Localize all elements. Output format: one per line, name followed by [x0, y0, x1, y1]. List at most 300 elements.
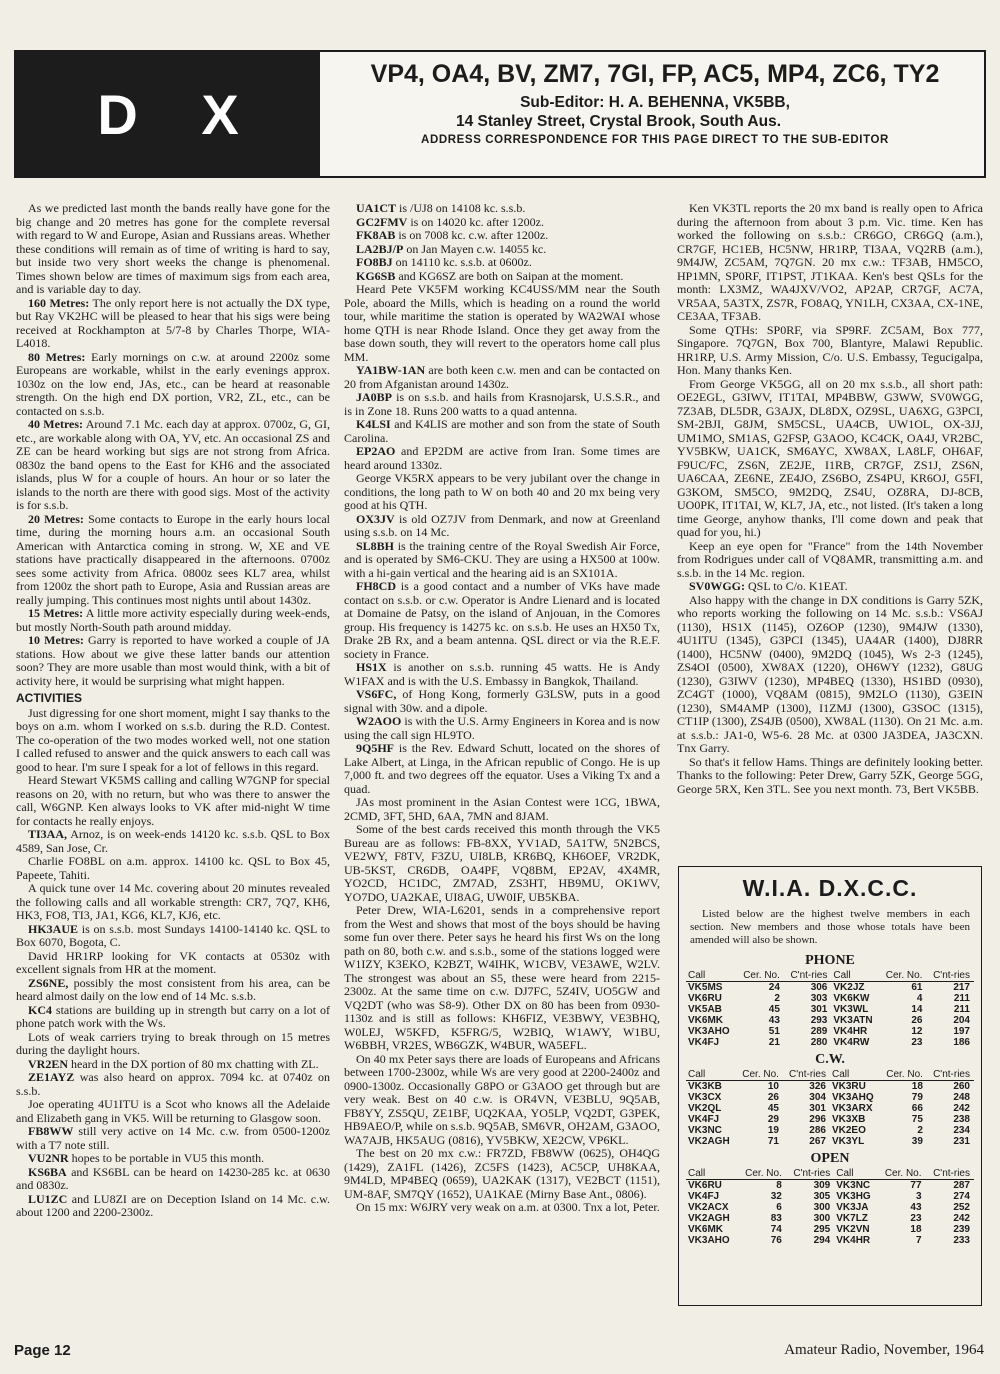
column-header: Cer. No.: [736, 1070, 783, 1081]
table-row: [686, 1213, 974, 1224]
paragraph-lead: 9Q5HF: [356, 741, 394, 755]
column-header: Call: [831, 971, 879, 982]
cert-cell: 43: [768, 1015, 780, 1026]
call-cell: VK3HG: [836, 1191, 871, 1202]
countries-cell: 293: [810, 1015, 828, 1026]
countries-cell: 231: [953, 1136, 970, 1147]
countries-cell: 305: [813, 1191, 831, 1202]
dxcc-section-title: PHONE: [805, 953, 855, 968]
countries-cell: 217: [953, 982, 970, 993]
paragraph: [344, 715, 660, 742]
paragraph-text: From George VK5GG, all on 20 mx s.s.b., all short path: OE2EGL, G3IWV, IT1TAI, MP4BBW, G3WW, SV0WGG, 7Z3AB, DL5DR, G3AJX, DL8DX, OZ9SL, UA6XG, G3PCI, SM-2BJI, G8JM, SM5CSL, UA4CB, UW1OL, OX-3JJ, UM1MO, SM1AS, G2FSP, G3AOO, KC4CK, OA4J, VR2BC, YV5BKW, UA1CK, SM6AYC, XW8AX, LA8LF, OH6AF, F9UC/FC, ZS6N, ZE2JE, I1RB, CR7GF, ZS1J, ZS6N, UA6CAA, ZE6NE, ZE4JO, ZS6BO, ZS4PU, KR6OJ, G5FI, G3KOM, SM5CO, 9M2DQ, ZS4U, OZ8RA, DJ-8CB, UO0PK, IT1TAI, W, KL7, JA, etc., not listed. (It's taken a long time George, anyhow thanks, I'll come down and peak that quad for you, hi.): [677, 376, 983, 539]
paragraph-text: On 40 mx Peter says there are loads of Europeans and Africans between 1700-2300z, while Ws are very good at 2200-2400z and 0900-1300z. Occasionally G8PO or G3AOO get through but are very weak. Best on 40 c.w. is OR4VN, VE3BLU, 9Q5AB, FB8YY, ZS5QU, ZE1BF, UQ2KAA, YO5LP, VQ2DT, G3PEK, HB9AEO/P, while on s.s.b. 9Q5AB, SM6VR, OH2AM, G3AOO, WA7AJB, HK5AUG (0816), YV5BKW, XE2CW, VP6KL.: [344, 1051, 660, 1147]
cert-cell: 39: [911, 1136, 923, 1147]
table-row: [686, 1026, 974, 1037]
call-cell: VK2EO: [831, 1125, 866, 1136]
call-cell: VK6MK: [688, 1015, 724, 1026]
dxcc-table: [686, 971, 974, 1048]
call-cell: VK7LZ: [836, 1213, 868, 1224]
call-cell: VK3YL: [831, 1136, 865, 1147]
paragraph: [16, 950, 330, 977]
dxcc-table: [686, 1070, 974, 1147]
paragraph-text: is the Rev. Edward Schutt, located on the shores of Lake Albert, at Linga, in the African republic of Congo. He is up 7,000 ft. and two degrees off the equator. Uses a Viking Tx and a quad.: [344, 741, 660, 796]
cert-cell: 18: [911, 1081, 923, 1092]
countries-cell: 239: [953, 1224, 970, 1235]
paragraph: [344, 283, 660, 364]
paragraph: [16, 1193, 330, 1220]
paragraph-text: stations are building up in strength but carry on a lot of phone patch work with the Ws.: [16, 1002, 330, 1030]
paragraph: [16, 1004, 330, 1031]
call-cell: VK2QL: [688, 1103, 722, 1114]
countries-cell: 234: [953, 1125, 970, 1136]
publication-line: Amateur Radio, November, 1964: [784, 1342, 984, 1358]
paragraph: [16, 634, 330, 688]
paragraph: [344, 688, 660, 715]
column-header: C'nt-ries: [927, 1070, 974, 1081]
cert-cell: 76: [770, 1235, 782, 1246]
paragraph: [344, 580, 660, 661]
paragraph-text: Heard Pete VK5FM working KC4USS/MM near the South Pole, aboard the Mills, which is heading on a round the world tour, while maritime the station is operated by WA2WAI whose home QTH is near Rhode Island. Once they get away from the base down south, they will revert to the operators home call plus MM.: [344, 282, 660, 364]
table-row: [686, 1037, 974, 1048]
column-header: C'nt-ries: [783, 1070, 830, 1081]
paragraph: [344, 796, 660, 823]
countries-cell: 306: [810, 982, 828, 993]
cert-cell: 45: [768, 1004, 780, 1015]
table-row: [686, 993, 974, 1004]
paragraph-text: is on s.s.b. most Sundays 14100-14140 kc. QSL to Box 6070, Bogota, C.: [16, 921, 330, 949]
call-cell: VK3ARX: [831, 1103, 873, 1114]
paragraph-text: is /UJ8 on 14108 kc. s.s.b.: [396, 201, 526, 215]
paragraph-lead: VR2EN: [28, 1056, 69, 1071]
dxcc-intro: Listed below are the highest twelve members in each section. New members and those whose totals have been amended will also be shown.: [690, 908, 970, 946]
cert-cell: 24: [768, 982, 780, 993]
paragraph: [677, 202, 983, 324]
call-cell: VK3ATN: [833, 1015, 873, 1026]
dx-banner: [16, 52, 320, 176]
paragraph-text: Early mornings on c.w. at around 2200z some Europeans are workable, whilst in the early evenings approx. 1030z on the low end, JAs, etc., can be heard at reasonable strength. On the high end DX portion, VR2, ZL, etc., can be contacted on s.s.b.: [16, 349, 331, 418]
paragraph-lead: K4LSI: [356, 417, 391, 431]
column-1: [16, 202, 330, 1220]
paragraph-text: David HR1RP looking for VK contacts at 0530z with excellent signals from HR at the moment.: [16, 948, 330, 976]
paragraph-text: George VK5RX appears to be very jubilant over the change in conditions, the long path to W on both 40 and 20 mx being very good at his QTH.: [344, 471, 660, 512]
countries-cell: 238: [953, 1114, 970, 1125]
paragraph-text: is old OZ7JV from Denmark, and now at Greenland using s.s.b. on 14 Mc.: [344, 511, 660, 539]
paragraph: [16, 418, 330, 513]
paragraph-lead: LU1ZC: [28, 1191, 68, 1206]
paragraph: [344, 661, 660, 688]
call-cell: VK3RU: [831, 1081, 866, 1092]
column-header: Cer. No.: [879, 971, 926, 982]
paragraph-text: Joe operating 4U1ITU is a Scot who knows all the Adelaide and Elizabeth gang in VK5. Will be returning to Glasgow soon.: [16, 1097, 330, 1125]
call-cell: VK6MK: [688, 1224, 724, 1235]
paragraph: [16, 977, 330, 1004]
cert-cell: 23: [911, 1037, 923, 1048]
countries-cell: 211: [953, 1004, 970, 1015]
prefix-list: VP4, OA4, BV, ZM7, 7GI, FP, AC5, MP4, ZC6, TY2: [370, 60, 940, 88]
paragraph-text: heard in the DX portion of 80 mx chatting with ZL.: [68, 1056, 319, 1071]
call-cell: VK4HR: [833, 1026, 868, 1037]
paragraph-lead: FK8AB: [356, 228, 396, 242]
table-row: [686, 1235, 974, 1246]
paragraph-text: and K4LIS are mother and son from the state of South Carolina.: [344, 417, 660, 445]
paragraph: [16, 923, 330, 950]
paragraph: [677, 378, 983, 540]
paragraph-lead: 20 Metres:: [28, 511, 84, 526]
paragraph: [344, 202, 660, 216]
paragraph-lead: W2AOO: [356, 714, 402, 728]
section-header: [14, 50, 986, 178]
cert-cell: 23: [910, 1213, 922, 1224]
countries-cell: 186: [953, 1037, 970, 1048]
column-header: Call: [834, 1169, 877, 1180]
paragraph-text: Some contacts to Europe in the early hours local time, during the morning hours a.m. an occasional South American with Antarctica coming in strong. W, XE and VE stations have practically disappeared in the afternoons. 0700z sees some activity from Africa. 0800z sees KL7 area, whilst from 1200z the short path to Europe, Asia and Russian areas are really jumping. This continues most nights until about 1430z.: [16, 511, 330, 607]
call-cell: VK3AHO: [688, 1026, 730, 1037]
cert-cell: 71: [767, 1136, 779, 1147]
paragraph-text: JAs most prominent in the Asian Contest were 1CG, 1BWA, 2CMD, 3FT, 5HD, 6AA, 7MN and 8JAM.: [344, 795, 660, 823]
column-header: Cer. No.: [738, 1169, 786, 1180]
paragraph-text: possibly the most consistent from his area, can be heard almost daily on the low end of 14 Mc. s.s.b.: [16, 975, 330, 1003]
table-row: [686, 1224, 974, 1235]
call-cell: VK2AGH: [688, 1213, 730, 1224]
paragraph-lead: VU2NR: [28, 1151, 69, 1165]
paragraph: [344, 823, 660, 904]
call-cell: VK6RU: [688, 993, 722, 1004]
countries-cell: 304: [809, 1092, 826, 1103]
paragraph-lead: LA2BJ/P: [356, 241, 404, 256]
paragraph-text: So that's it fellow Hams. Things are definitely looking better. Thanks to the following: Peter Drew, Garry 5ZK, George 5GG, George 5RX, Ken 3TL. See you next month. 73, Bert VK5BB.: [677, 754, 983, 796]
cert-cell: 26: [911, 1015, 923, 1026]
paragraph-text: and KS6BL can be heard on 14230-285 kc. at 0630 and 0830z.: [16, 1164, 330, 1192]
dxcc-section-title: C.W.: [815, 1052, 845, 1067]
paragraph: [344, 256, 660, 270]
cert-cell: 51: [768, 1026, 780, 1037]
cert-cell: 45: [767, 1103, 779, 1114]
paragraph: [344, 243, 660, 257]
call-cell: VK2ACX: [688, 1202, 729, 1213]
call-cell: VK2VN: [836, 1224, 870, 1235]
paragraph-text: Some QTHs: SP0RF, via SP9RF. ZC5AM, Box 777, Singapore. 7Q7GN, Box 700, Blantyre, Malawi Republic. HR1RP, U.S. Army Mission, C/o. U.S. Embassy, Tegucigalpa, Hon. Many thanks Ken.: [677, 322, 983, 377]
paragraph-text: A quick tune over 14 Mc. covering about 20 minutes revealed the following calls and all workable strength: CR7, 7Q7, KH6, HK3, FO8, TI3, JA1, KG6, KL7, KJ6, etc.: [16, 881, 330, 922]
countries-cell: 252: [953, 1202, 970, 1213]
call-cell: VK5MS: [688, 982, 723, 993]
paragraph-text: is with the U.S. Army Engineers in Korea and is now using the call sign HL9TO.: [344, 714, 660, 742]
paragraph-lead: 10 Metres:: [28, 633, 84, 647]
dxcc-section-title: OPEN: [810, 1151, 850, 1166]
paragraph-text: on 14110 kc. s.s.b. at 0600z.: [392, 255, 532, 269]
paragraph: [344, 1201, 660, 1215]
call-cell: VK3JA: [836, 1202, 869, 1213]
column-header: Cer. No.: [877, 1169, 925, 1180]
paragraph-lead: ZS6NE,: [28, 975, 69, 990]
paragraph: [16, 828, 330, 855]
column-header: C'nt-ries: [786, 1169, 834, 1180]
paragraph-text: The only report here is not actually the DX type, but Ray VK2HC will be pleased to hear that his sigs were being received at Rockhampton at 5/7-8 by Charles Thorpe, WIA-L4018.: [16, 295, 331, 350]
call-cell: VK3NC: [688, 1125, 722, 1136]
call-cell: VK3CX: [688, 1092, 722, 1103]
dxcc-table: [686, 1169, 974, 1246]
cert-cell: 6: [776, 1202, 782, 1213]
paragraph: [344, 540, 660, 581]
table-row: [686, 1191, 974, 1202]
paragraph: [16, 202, 330, 297]
cert-cell: 74: [770, 1224, 782, 1235]
paragraph: [677, 324, 983, 378]
paragraph: [16, 855, 330, 882]
dxcc-title: W.I.A. D.X.C.C.: [742, 875, 918, 901]
column-header: Call: [686, 1169, 738, 1180]
countries-cell: 211: [953, 993, 970, 1004]
countries-cell: 295: [813, 1224, 831, 1235]
countries-cell: 301: [810, 1004, 828, 1015]
column-header: Call: [686, 971, 737, 982]
paragraph: [344, 513, 660, 540]
cert-cell: 29: [767, 1114, 779, 1125]
dxcc-sections: [686, 953, 974, 1246]
cert-cell: 2: [917, 1125, 923, 1136]
paragraph-lead: ZE1AYZ: [28, 1070, 75, 1084]
call-cell: VK3NC: [836, 1180, 871, 1191]
table-row: [686, 1114, 974, 1125]
paragraph: [16, 513, 330, 608]
dxcc-box: [678, 866, 982, 1306]
paragraph-text: Charlie FO8BL on a.m. approx. 14100 kc. QSL to Box 45, Papeete, Tahiti.: [16, 854, 330, 882]
cert-cell: 12: [911, 1026, 923, 1037]
paragraph-text: Garry is reported to have worked a couple of JA stations. How about we give these latter bands our attention soon? They are more usable than most would think, with a bit of activity here, it would be surprising what might happen.: [16, 633, 330, 688]
countries-cell: 309: [813, 1180, 831, 1191]
paragraph-text: is on 7008 kc. c.w. after 1200z.: [395, 228, 549, 242]
call-cell: VK5AB: [688, 1004, 722, 1015]
paragraph-text: is a good contact and a number of VKs have made contact on s.s.b. or c.w. Operator is Andre Lienard and is located at Domaine de Patsy, on the island of Anjouan, in the Comores group. His frequency is 14275 kc. on s.s.b. He uses an HX50 Tx, Drake 2B Rx, and a beam antenna. QSL direct or via the R.E.F. society in France.: [344, 579, 660, 661]
countries-cell: 280: [810, 1037, 828, 1048]
paragraph-text: and EP2DM are active from Iran. Some times are heard around 1330z.: [344, 444, 660, 472]
column-header: C'nt-ries: [926, 1169, 974, 1180]
table-row: [686, 1092, 974, 1103]
paragraph-text: On 15 mx: W6JRY very weak on a.m. at 0300. Tnx a lot, Peter.: [356, 1200, 660, 1214]
countries-cell: 197: [953, 1026, 970, 1037]
countries-cell: 301: [809, 1103, 826, 1114]
paragraph: [16, 351, 330, 419]
call-cell: VK4RW: [833, 1037, 870, 1048]
table-row: [686, 1202, 974, 1213]
table-row: [686, 982, 974, 994]
paragraph: [16, 1152, 330, 1166]
countries-cell: 248: [953, 1092, 970, 1103]
paragraph: [677, 594, 983, 756]
countries-cell: 242: [953, 1103, 970, 1114]
paragraph-lead: OX3JV: [356, 511, 395, 526]
paragraph: [16, 1031, 330, 1058]
correspondence-note: ADDRESS CORRESPONDENCE FOR THIS PAGE DIRECT TO THE SUB-EDITOR: [421, 134, 889, 146]
paragraph: [677, 756, 983, 797]
countries-cell: 303: [810, 993, 828, 1004]
cert-cell: 10: [767, 1081, 779, 1092]
paragraph-lead: 40 Metres:: [28, 417, 84, 431]
countries-cell: 300: [813, 1213, 831, 1224]
countries-cell: 274: [953, 1191, 970, 1202]
paragraph-text: Arnoz, is on week-ends 14120 kc. s.s.b. QSL to Box 4589, San Jose, Cr.: [16, 827, 330, 855]
paragraph: [344, 742, 660, 796]
paragraph: [677, 540, 983, 581]
call-cell: VK6KW: [833, 993, 870, 1004]
paragraph-text: and KG6SZ are both on Saipan at the moment.: [395, 268, 624, 283]
cert-cell: 19: [767, 1125, 779, 1136]
paragraph-text: still very active on 14 Mc. c.w. from 0500-1200z with a T7 note still.: [16, 1124, 330, 1152]
paragraph-lead: KG6SB: [356, 268, 396, 283]
page-number: Page 12: [14, 1342, 71, 1359]
paragraph: [344, 229, 660, 243]
paragraph: [16, 607, 330, 634]
paragraph-lead: 15 Metres:: [28, 606, 84, 620]
paragraph: [344, 270, 660, 284]
countries-cell: 289: [810, 1026, 828, 1037]
column-header: Cer. No.: [737, 971, 784, 982]
paragraph-text: is on 14020 kc. after 1200z.: [407, 214, 544, 229]
paragraph-text: Keep an eye open for "France" from the 14th November from Rodrigues under call of VQ8AMR, transmitting a.m. and s.s.b. in the 14 Mc. region.: [677, 538, 983, 580]
paragraph: [16, 774, 330, 828]
cert-cell: 61: [911, 982, 923, 993]
column-header: C'nt-ries: [926, 971, 974, 982]
paragraph-lead: 80 Metres:: [28, 349, 86, 364]
paragraph-text: Also happy with the change in DX conditions is Garry 5ZK, who reports working the following on 14 Mc. s.s.b.: VS6AJ (1130), HS1X (1145), OZ6OP (1230), 9M4JW (1330), 4U1ITU (1345), G3PCI (1345), UA4AR (1400), DJ8RR (1400), HC5NW (0400), 9M2DQ (1045), Ws 2-3 (1245), ZS4OI (0500), XW8AX (1220), OH6WY (1232), G8UG (1230), G3IWV (1230), MP4BEQ (1330), HS1BD (0930), ZC4GT (1000), VQ8AM (0815), 9M2LO (1130), G3EIN (1230), SM4AMP (1300), I1ZMJ (1300), G3SOC (1315), CT1IP (1300), ZS4JB (0500), XW8AL (1130). On 21 Mc. a.m. at s.s.b.: JA1-0, W5-6. 28 Mc. at 0300 JA3DEA, JA3CXN. Tnx Garry.: [677, 592, 983, 755]
cert-cell: 3: [915, 1191, 922, 1202]
call-cell: VK3WL: [833, 1004, 869, 1015]
paragraph-text: was also heard on approx. 7094 kc. at 0740z on s.s.b.: [16, 1070, 330, 1098]
countries-cell: 242: [953, 1213, 970, 1224]
paragraph-text: Ken VK3TL reports the 20 mx band is really open to Africa during the afternoon from about 3 p.m. Vic. time. Ken has worked the following on s.s.b.: CR6GO, CR6GQ (a.m.), CR7GF, HC1EB, HC5NW, HR1RP, TI3AA, VQ2RB (a.m.), 9M4JW, ZC5AM, 7Q7GN. 20 mx c.w.: TF3AB, HM5CO, HP1MN, SP0RF, IT1PST, JT1KAA. Ken's best QSLs for the month: LX3MZ, WA4JXV/VO2, AP2AP, CR7GF, AC7A, VR5AA, 5A3TX, ZS7R, FO8AQ, YN1LH, CX3AA, CX-1NE, CE3AA, TF3AB.: [677, 201, 983, 323]
column-header: Call: [830, 1070, 880, 1081]
paragraph: [16, 882, 330, 923]
paragraph: [16, 1058, 330, 1072]
cert-cell: 83: [770, 1213, 782, 1224]
paragraph-text: Some of the best cards received this month through the VK5 Bureau are as follows: FB-8XX, YV1AD, 5A1TW, 5N2BCS, VE2WY, F8TV, F3ZU, UI8LB, KR6BQ, KH6OEF, VR2DK, UB-5KST, CR6DB, OA4PF, VQ8BM, EP2AV, 4X4MR, YO2CD, HC1DC, ZM7AD, ZS3HT, HB9MU, OK1WV, YO7DO, UA2KAE, UI8AG, UW0IF, UB5KBA.: [344, 822, 660, 904]
sub-editor: Sub-Editor: H. A. BEHENNA, VK5BB,: [520, 94, 790, 111]
cert-cell: 77: [910, 1180, 922, 1191]
cert-cell: 79: [911, 1092, 923, 1103]
paragraph: [16, 707, 330, 775]
header-text: [336, 60, 974, 146]
paragraph-text: hopes to be portable in VU5 this month.: [68, 1151, 265, 1165]
paragraph-lead: HS1X: [356, 660, 387, 674]
paragraph: [344, 1147, 660, 1201]
table-row: [686, 1081, 974, 1093]
paragraph-text: The best on 20 mx c.w.: FR7ZD, FB8WW (0625), OH4QG (1429), ZA1FL (1426), ZC5FS (1423), AC5CP, UH8KAA, 9M4LD, MP4BEQ (0659), UA2KAK (1317), VE2BCT (1151), UM-8AF, SM7QY (1652), UA1KAE (Mirny Base Ant., 0806).: [344, 1146, 660, 1201]
paragraph-text: As we predicted last month the bands really have gone for the big change and 20 metres has gone for the complete reversal with regard to W and Europe, Asian and Russians areas. Whether these conditions will remain as of time of writing is hard to say, but inside two very short weeks the change is phenomenal. Times shown below are times of maximum sigs from each area, and is variable day to day.: [16, 201, 330, 296]
paragraph: [344, 391, 660, 418]
countries-cell: 233: [953, 1235, 970, 1246]
paragraph: [16, 1098, 330, 1125]
column-2: [344, 202, 660, 1215]
paragraph-lead: KS6BA: [28, 1164, 67, 1179]
paragraph: [344, 472, 660, 513]
paragraph: [16, 1071, 330, 1098]
paragraph-lead: HK3AUE: [28, 921, 79, 936]
paragraph-text: QSL to C/o. K1EAT.: [745, 579, 848, 593]
paragraph: [677, 580, 983, 594]
cert-cell: 32: [770, 1191, 782, 1202]
countries-cell: 204: [953, 1015, 970, 1026]
paragraph: [344, 1053, 660, 1148]
countries-cell: 260: [953, 1081, 970, 1092]
paragraph-lead: EP2AO: [356, 444, 396, 458]
paragraph: [16, 297, 330, 351]
paragraph-lead: FB8WW: [28, 1124, 74, 1138]
paragraph-text: Lots of weak carriers trying to break through on 15 metres during the daylight hours.: [16, 1029, 330, 1057]
cert-cell: 43: [910, 1202, 922, 1213]
paragraph-lead: VS6FC,: [356, 687, 397, 701]
cert-cell: 75: [911, 1114, 923, 1125]
cert-cell: 18: [910, 1224, 922, 1235]
paragraph-text: is another on s.s.b. running 45 watts. He is Andy W1FAX and is with the U.S. Embassy in Bangkok, Thailand.: [344, 660, 660, 688]
paragraph-text: A little more activity especially during week-ends, but mostly North-South path around midday.: [16, 606, 331, 634]
table-row: [686, 1125, 974, 1136]
column-3: [677, 202, 983, 796]
paragraph-text: Just digressing for one short moment, might I say thanks to the boys on a.m. whom I worked on s.s.b. during the R.D. Contest. The co-operation of the two modes worked well, not one station I called refused to answer and the quick answers to each call was good to hear. I'm sure I speak for a lot of fellows in this regard.: [16, 705, 330, 774]
call-cell: VK4HR: [836, 1235, 871, 1246]
call-cell: VK3XB: [831, 1114, 866, 1125]
paragraph-text: is the training centre of the Royal Swedish Air Force, and is operated by SM6-CKU. They are using a HX500 at 100w. with a hi-gain vertical and the hearing aid is an SX101A.: [344, 538, 660, 580]
paragraph-lead: TI3AA,: [28, 827, 68, 841]
paragraph-lead: JA0BP: [356, 390, 392, 404]
call-cell: VK4FJ: [688, 1037, 720, 1048]
cert-cell: 4: [916, 993, 923, 1004]
editor-address: 14 Stanley Street, Crystal Brook, South Aus.: [456, 113, 782, 130]
call-cell: VK6RU: [688, 1180, 722, 1191]
paragraph-lead: SV0WGG:: [689, 579, 746, 593]
paragraph-lead: YA1BW-1AN: [356, 363, 426, 377]
column-header: Call: [686, 1070, 736, 1081]
call-cell: VK2JZ: [833, 982, 865, 993]
paragraph-lead: UA1CT: [356, 201, 397, 215]
call-cell: VK3KB: [688, 1081, 722, 1092]
table-row: [686, 1136, 974, 1147]
countries-cell: 267: [809, 1136, 826, 1147]
countries-cell: 286: [809, 1125, 826, 1136]
paragraph: [16, 1125, 330, 1152]
paragraph: [344, 364, 660, 391]
paragraph: [344, 216, 660, 230]
countries-cell: 294: [813, 1235, 831, 1246]
table-row: [686, 1180, 974, 1192]
countries-cell: 287: [953, 1180, 970, 1191]
column-header: C'nt-ries: [784, 971, 831, 982]
section-title: D X: [97, 82, 263, 146]
cert-cell: 8: [776, 1180, 782, 1191]
subheading: ACTIVITIES: [16, 691, 83, 705]
column-header: Cer. No.: [880, 1070, 927, 1081]
cert-cell: 66: [911, 1103, 923, 1114]
countries-cell: 296: [809, 1114, 826, 1125]
paragraph: [344, 418, 660, 445]
paragraph-text: Around 7.1 Mc. each day at approx. 0700z, G, GI, etc., are workable along with OA, YV, etc. An occasional ZS and ZE can be heard working but sigs are not strong from Africa. 0830z the band opens to the East for KH6 and the associated islands, plus W for a couple of hours. An hour or so later the islands to the north are there with good sigs. Most of the activity is for s.s.b.: [16, 417, 331, 512]
call-cell: VK4FJ: [688, 1114, 720, 1125]
call-cell: VK4FJ: [688, 1191, 720, 1202]
paragraph-text: and LU8ZI are on Deception Island on 14 Mc. c.w. about 1200 and 2200-2300z.: [16, 1191, 330, 1219]
table-row: [686, 1004, 974, 1015]
table-row: [686, 1015, 974, 1026]
paragraph: [16, 1166, 330, 1193]
paragraph-lead: FH8CD: [356, 579, 396, 593]
cert-cell: 7: [915, 1235, 922, 1246]
cert-cell: 14: [911, 1004, 923, 1015]
paragraph-text: Peter Drew, WIA-L6201, sends in a comprehensive report from the West and shows that most of the boys should be having some fun over there. Peter says he heard his first Ws on the long path on 80, both c.w. and s.s.b., some of the stations logged were W1IZY, K3EKO, K2BZT, W4IHK, W1CBV, VE3AWE, W2LV. The strongest was about an S5, these were heard from 2215-2300z. At the same time on c.w. DJ7FC, 5Z4IV, UO5GW and VQ2DT (who was S8-9). Other DX on 80 has been from 0930-1130z and is still as follows: KH6FIZ, VE3BWY, VE3BHQ, W0LEJ, W5KFD, K5FRG/5, W2BIQ, W1AWY, W1BU, W6BBH, VR2ES, WB6GZK, W4BUR, WA5EFL.: [344, 903, 660, 1052]
cert-cell: 26: [767, 1092, 779, 1103]
call-cell: VK2AGH: [688, 1136, 730, 1147]
cert-cell: 21: [768, 1037, 780, 1048]
paragraph: [344, 445, 660, 472]
paragraph-lead: KC4: [28, 1002, 52, 1017]
paragraph-lead: GC2FMV: [356, 214, 408, 229]
paragraph-text: of Hong Kong, formerly G3LSW, puts in a good signal with 30w. and a dipole.: [344, 687, 660, 715]
